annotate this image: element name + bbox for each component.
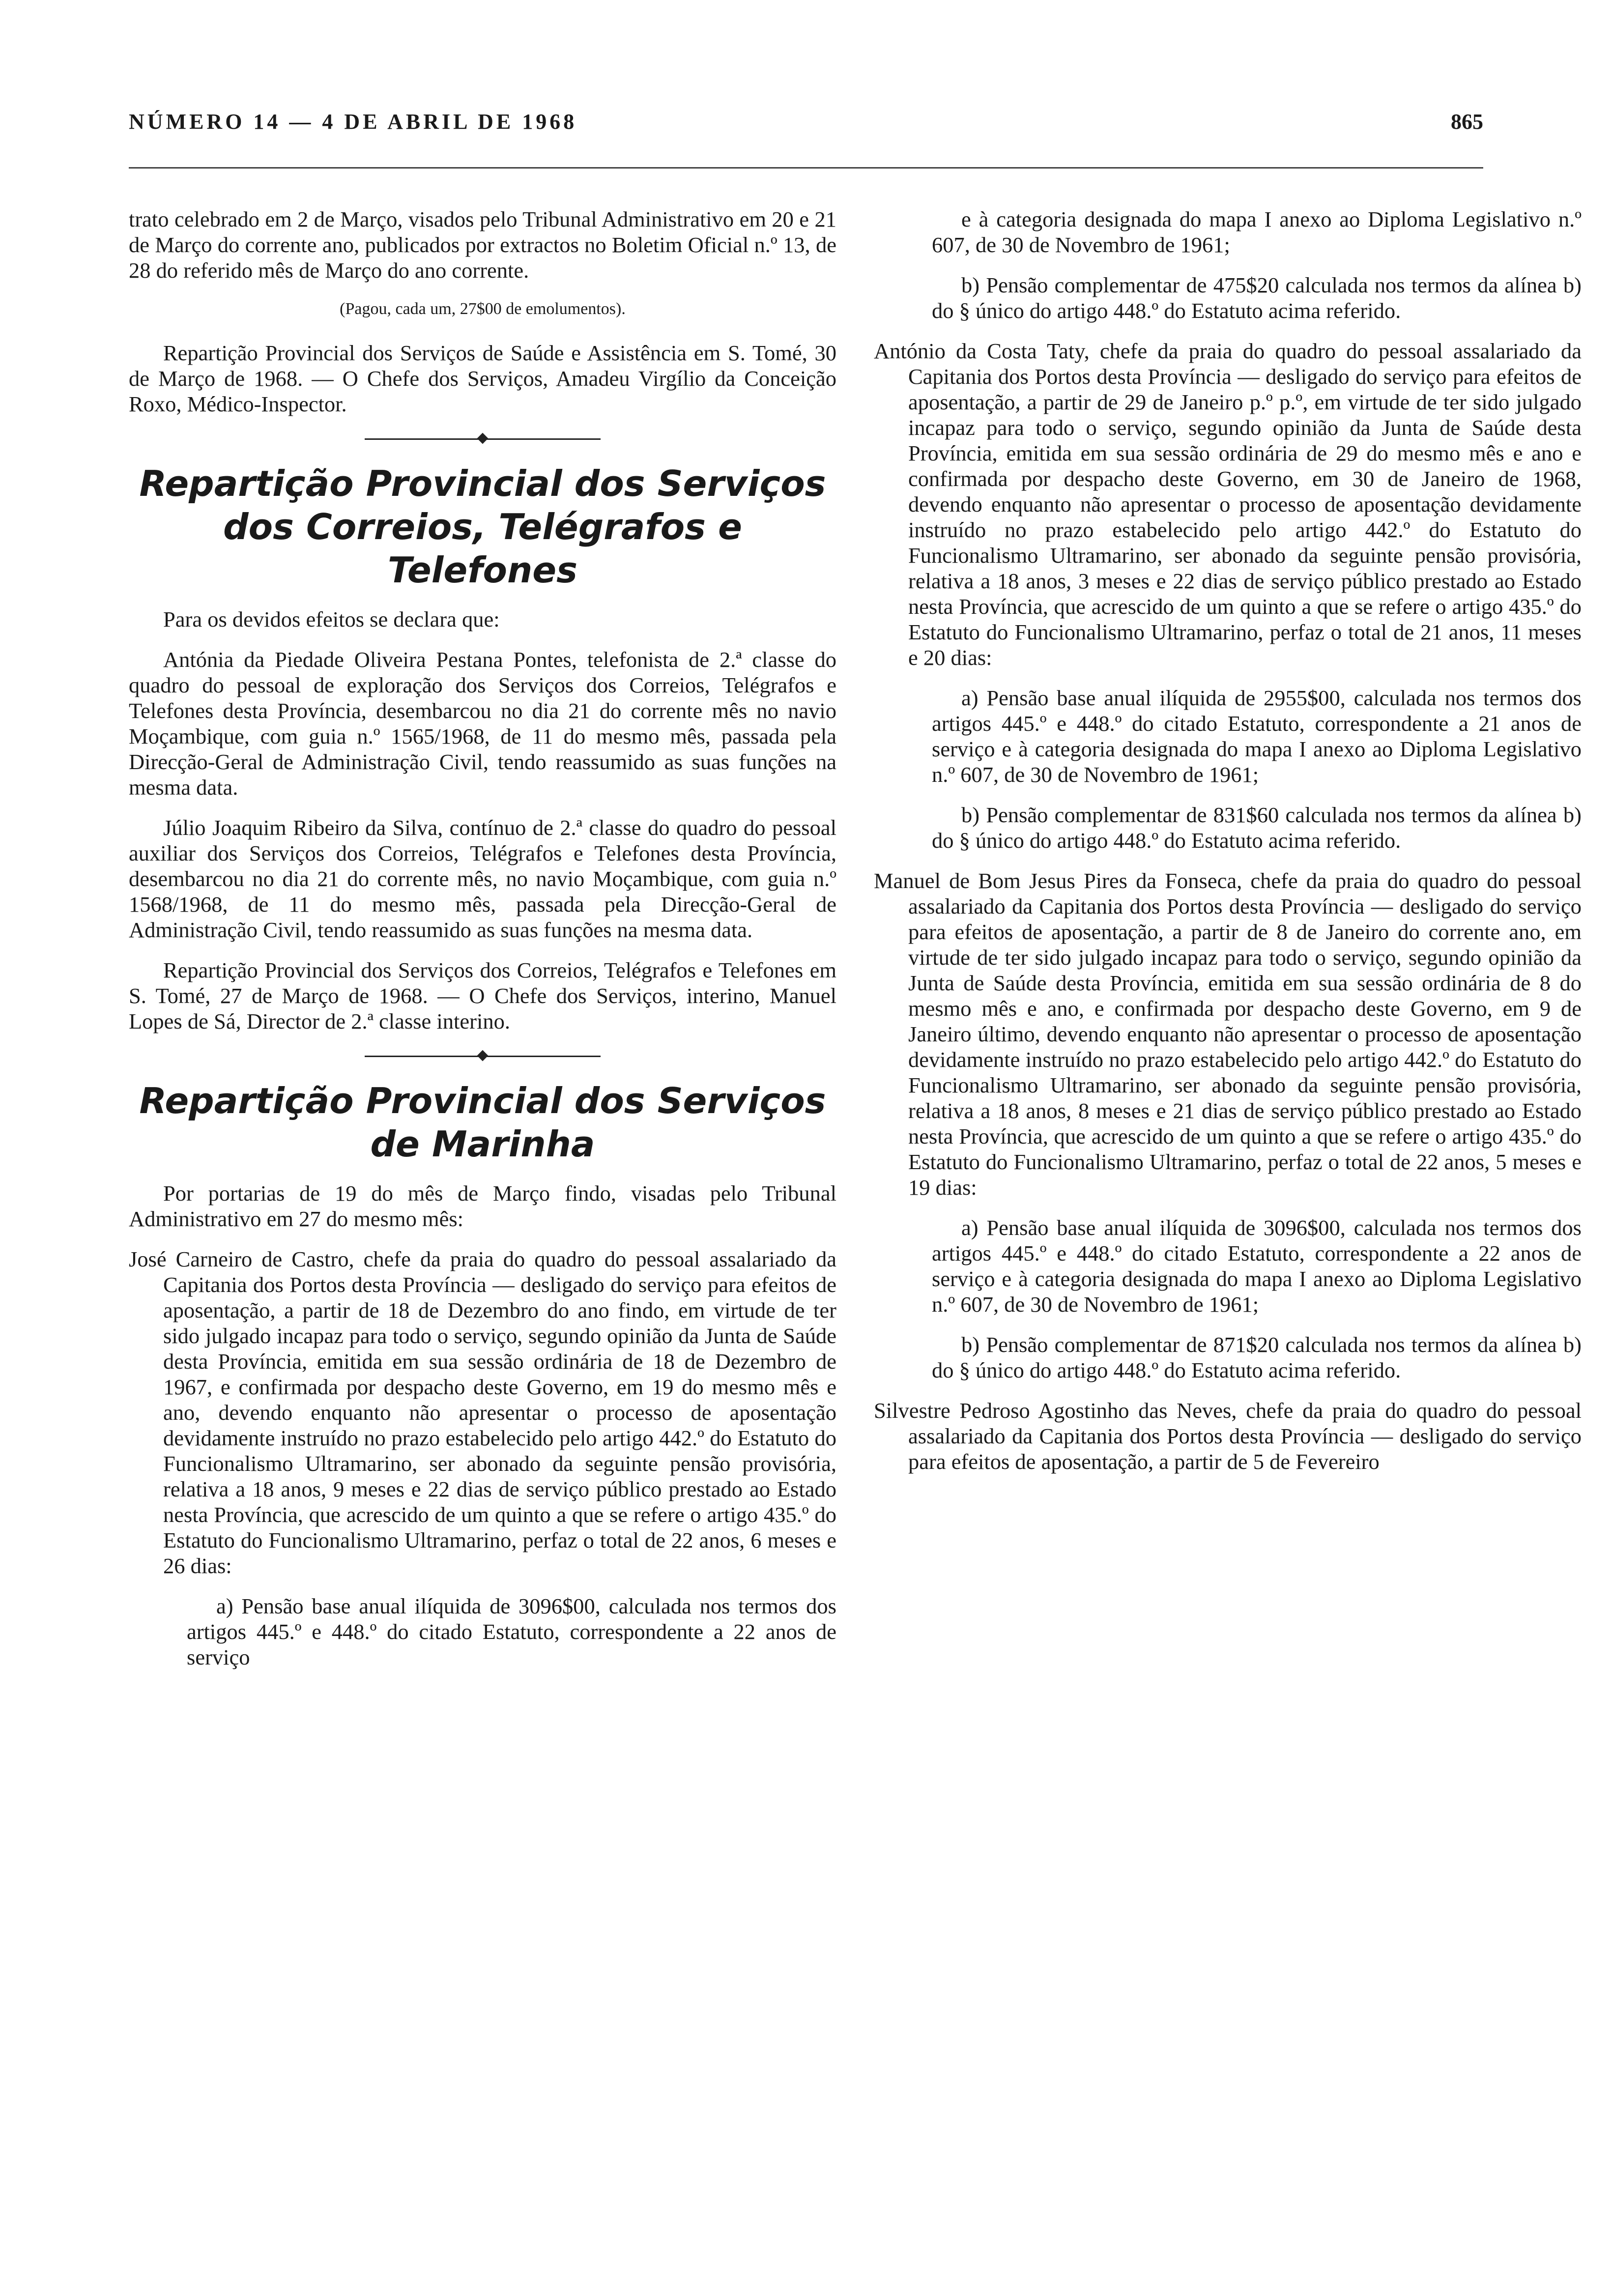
marinha-entry-fonseca: Manuel de Bom Jesus Pires da Fonseca, chefe da praia do quadro do pessoal assalariado da Capitania dos Portos desta Província — desligado do serviço para efeitos de aposentação, a partir de 8 de Janeiro do corrente ano, em virtude de ter sido julgado incapaz para todo o serviço, segundo opinião da Junta de Saúde desta Província, emitida em sua sessão ordinária de 8 do mesmo mês e ano, e confirmada por despacho deste Governo, em 9 de Janeiro último, devendo enquanto não apresentar o processo de aposentação devidamente instruído no prazo estabelecido pelo artigo 442.º do Estatuto do Funcionalismo Ultramarino, ser abonado da seguinte pensão provisória, relativa a 18 anos, 8 meses e 21 dias de serviço público prestado ao Estado nesta Província, que acrescido de um quinto a que se refere o artigo 435.º do Estatuto do Funcionalismo Ultramarino, perfaz o total de 22 anos, 5 meses e 19 dias: [874, 868, 1582, 1200]
section-divider [365, 431, 601, 446]
pension-item-a: a) Pensão base anual ilíquida de 3096$00, calculada nos termos dos artigos 445.º e 448.º do citado Estatuto, correspondente a 22 anos de serviço e à categoria designada do mapa I anexo ao Diploma Legislativo n.º 607, de 30 de Novembro de 1961; [932, 1215, 1582, 1317]
section-title-correios [129, 462, 836, 592]
pension-item-a: a) Pensão base anual ilíquida de 3096$00, calculada nos termos dos artigos 445.º e 448.º do citado Estatuto, correspondente a 22 anos de serviço [187, 1594, 836, 1669]
marinha-intro: Por portarias de 19 do mês de Março findo, visadas pelo Tribunal Administrativo em 27 do mesmo mês: [129, 1181, 836, 1231]
health-dept-signature: Repartição Provincial dos Serviços de Saúde e Assistência em S. Tomé, 30 de Março de 1968. — O Chefe dos Serviços, Amadeu Virgílio da Conceição Roxo, Médico-Inspector. [129, 341, 836, 416]
correios-signature: Repartição Provincial dos Serviços dos Correios, Telégrafos e Telefones em S. Tomé, 27 de Março de 1968. — O Chefe dos Serviços, interino, Manuel Lopes de Sá, Director de 2.ª classe interino. [129, 958, 836, 1033]
section-title-marinha [129, 1079, 836, 1166]
left-column [129, 206, 836, 1685]
section-title-line: Repartição Provincial dos Serviços [139, 1080, 826, 1121]
pension-item-b: b) Pensão complementar de 475$20 calculada nos termos da alínea b) do § único do artigo 448.º do Estatuto acima referido. [932, 273, 1582, 323]
page-number: 865 [1451, 110, 1483, 134]
correios-entry-2: Júlio Joaquim Ribeiro da Silva, contínuo de 2.ª classe do quadro do pessoal auxiliar dos Serviços dos Correios, Telégrafos e Telefones desta Província, desembarcou no dia 21 do corrente mês, no navio Moçambique, com guia n.º 1568/1968, de 11 do mesmo mês, passada pela Direcção-Geral de Administração Civil, tendo reassumido as suas funções na mesma data. [129, 815, 836, 942]
right-column [874, 206, 1582, 1489]
section-title-line: Repartição Provincial dos Serviços [139, 463, 826, 504]
section-title-line: de Marinha [370, 1123, 595, 1165]
marinha-entry-neves: Silvestre Pedroso Agostinho das Neves, chefe da praia do quadro do pessoal assalariado da Capitania dos Portos desta Província — desligado do serviço para efeitos de aposentação, a partir de 5 de Fevereiro [874, 1398, 1582, 1474]
pension-item-continued: e à categoria designada do mapa I anexo ao Diploma Legislativo n.º 607, de 30 de Novembro de 1961; [932, 207, 1582, 257]
correios-intro: Para os devidos efeitos se declara que: [163, 607, 500, 631]
pension-item-b: b) Pensão complementar de 871$20 calculada nos termos da alínea b) do § único do artigo 448.º do Estatuto acima referido. [932, 1332, 1582, 1382]
section-divider [365, 1049, 601, 1063]
contract-paragraph-end: trato celebrado em 2 de Março, visados pelo Tribunal Administrativo em 20 e 21 de Março do corrente ano, publicados por extractos no Boletim Oficial n.º 13, de 28 do referido mês de Março do ano corrente. [129, 207, 836, 283]
pension-item-a: a) Pensão base anual ilíquida de 2955$00, calculada nos termos dos artigos 445.º e 448.º do citado Estatuto, correspondente a 21 anos de serviço e à categoria designada do mapa I anexo ao Diploma Legislativo n.º 607, de 30 de Novembro de 1961; [932, 686, 1582, 787]
emoluments-note: (Pagou, cada um, 27$00 de emolumentos). [340, 300, 626, 318]
correios-entry-1: Antónia da Piedade Oliveira Pestana Pontes, telefonista de 2.ª classe do quadro do pessoal de exploração dos Serviços dos Correios, Telégrafos e Telefones desta Província, desembarcou no dia 21 do corrente mês no navio Moçambique, com guia n.º 1565/1968, de 11 do mesmo mês, passada pela Direcção-Geral de Administração Civil, tendo reassumido as suas funções na mesma data. [129, 647, 836, 800]
issue-title: NÚMERO 14 — 4 DE ABRIL DE 1968 [129, 110, 577, 134]
marinha-entry-taty: António da Costa Taty, chefe da praia do quadro do pessoal assalariado da Capitania dos Portos desta Província — desligado do serviço para efeitos de aposentação, a partir de 29 de Janeiro p.º p.º, em virtude de ter sido julgado incapaz para todo o serviço, segundo opinião da Junta de Saúde desta Província, emitida em sua sessão ordinária de 29 do mesmo mês e ano e confirmada por despacho deste Governo, em 30 de Janeiro de 1968, devendo enquanto não apresentar o processo de aposentação devidamente instruído no prazo estabelecido pelo artigo 442.º do Estatuto do Funcionalismo Ultramarino, ser abonado da seguinte pensão provisória, relativa a 18 anos, 3 meses e 22 dias de serviço público prestado ao Estado nesta Província, que acrescido de um quinto a que se refere o artigo 435.º do Estatuto do Funcionalismo Ultramarino, perfaz o total de 21 anos, 11 meses e 20 dias: [874, 339, 1582, 670]
pension-item-b: b) Pensão complementar de 831$60 calculada nos termos da alínea b) do § único do artigo 448.º do Estatuto acima referido. [932, 803, 1582, 853]
header-rule [129, 167, 1483, 169]
section-title-line: dos Correios, Telégrafos e Telefones [223, 506, 742, 591]
page-header [129, 109, 1483, 139]
marinha-entry-castro: José Carneiro de Castro, chefe da praia do quadro do pessoal assalariado da Capitania dos Portos desta Província — desligado do serviço para efeitos de aposentação, a partir de 18 de Dezembro do ano findo, em virtude de ter sido julgado incapaz para todo o serviço, segundo opinião da Junta de Saúde desta Província, emitida em sua sessão ordinária de 18 de Dezembro de 1967, e confirmada por despacho deste Governo, em 19 do mesmo mês e ano, devendo enquanto não apresentar o processo de aposentação devidamente instruído no prazo estabelecido pelo artigo 442.º do Estatuto do Funcionalismo Ultramarino, ser abonado da seguinte pensão provisória, relativa a 18 anos, 9 meses e 22 dias de serviço público prestado ao Estado nesta Província, que acrescido de um quinto a que se refere o artigo 435.º do Estatuto do Funcionalismo Ultramarino, perfaz o total de 22 anos, 6 meses e 26 dias: [129, 1247, 836, 1578]
